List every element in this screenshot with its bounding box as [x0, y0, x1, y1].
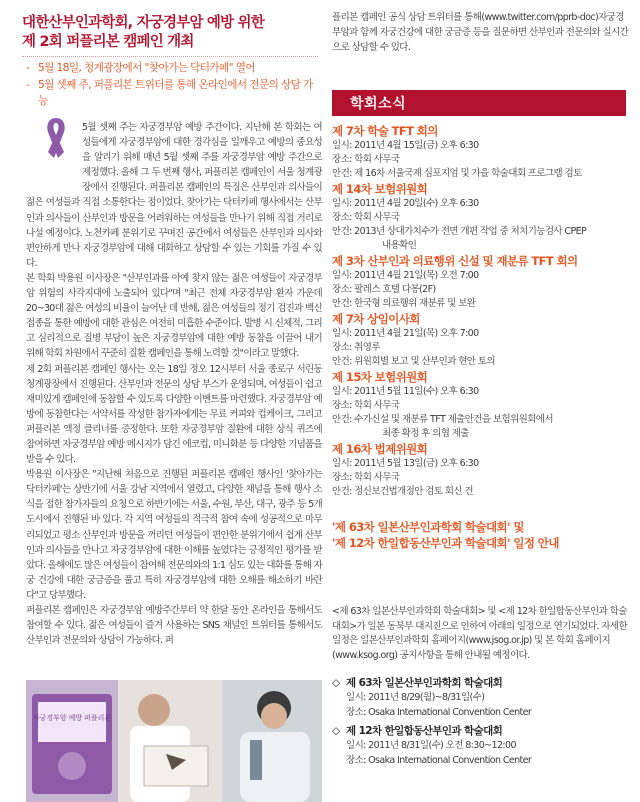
- event-title: 제 16차 법제위원회: [332, 442, 428, 456]
- event-agenda: 안건: 수가신설 및 재분류 TFT 제출안건을 보험위원회에서: [332, 414, 553, 425]
- headline-divider: [22, 56, 318, 57]
- event-place: 장소: 학회 사무국: [332, 400, 400, 411]
- event-date: 일시: 2011년 4월 21일(목) 오전 7:00: [332, 270, 479, 281]
- photo-sign-text: 자궁경부암 예방 퍼플리본: [32, 715, 112, 722]
- subheading-bullets: [26, 60, 322, 110]
- event-place: 장소: 팔레스 호텔 다봉(2F): [332, 284, 436, 295]
- event-agenda-continued: 내용확인: [382, 240, 417, 251]
- conference-title: 제 63차 일본산부인과학회 학술대회: [346, 677, 503, 689]
- event-list: [332, 123, 632, 551]
- conference-place: 장소: Osaka International Convention Center: [346, 706, 532, 718]
- bullet-item: - 5월 셋째 주, 퍼플리본 트위터를 통해 온라인에서 전문의 상담 가능: [26, 78, 313, 107]
- conference-date: 일시: 2011년 8/29(월)~8/31일(수): [346, 692, 485, 703]
- event-date: 일시: 2011년 4월 20일(수) 오후 6:30: [332, 198, 479, 209]
- event-agenda: 안건: 2013년 상대가치수가 전면 개편 작업 중 처치기능검사 CPEP: [332, 226, 587, 237]
- bullet-text: 5월 셋째 주, 퍼플리본 트위터를 통해 온라인에서 전문의 상담 가능: [38, 78, 313, 107]
- article-continuation: 플리본 캠페인 공식 상담 트위터를 통해(www.twitter.com/pprb-doc)자궁경부암과 함께 자궁건강에 대한 궁금증 등을 질문하면 산부인과 전문의와 실시간으로 상담할 수 있다.: [332, 12, 629, 53]
- event-agenda: 안건: 제 16차 서울국제 심포지엄 및 가을 학술대회 프로그램 검토: [332, 168, 582, 179]
- event-agenda: 안건: 위원회별 보고 및 산부인과 현안 토의: [332, 356, 495, 367]
- conference-place: 장소: Osaka International Convention Center: [346, 754, 532, 766]
- event-place: 장소: 학회 사무국: [332, 472, 400, 483]
- right-column: [332, 0, 640, 802]
- diamond-bullet-icon: ◇: [332, 677, 340, 689]
- event-date: 일시: 2011년 5월 11일(수) 오후 6:30: [332, 386, 479, 397]
- paragraph: 본 학회 박용원 이사장은 "산부인과를 아예 찾지 않는 젊은 여성들이 자궁경부암 위험의 사각지대에 노출되어 있다"며 "최근 전체 자궁경부암 환자 가운데 20~30대 젊은 여성의 비율이 늘어난 데 반해, 젊은 여성들의 정기 검진과 백신 접종을 통한 예방에 대한 관심은 여전히 미흡한 수준이다. 발병 시 신체적, 그리고 심리적으로 질병 부담이 높은 자궁경부암에 대한 예방 동참을 이끌어 내기 위해 학회 차원에서 꾸준히 질환 캠페인을 통해 노력할 것"이라고 말했다.: [26, 272, 322, 360]
- event-agenda-continued: 최종 확정 후 의협 제출: [382, 428, 469, 439]
- article-body: [26, 120, 322, 648]
- event-place: 장소: 학회 사무국: [332, 212, 400, 223]
- announcement-title-line-2: '제 12차 한일합동산부인과 학술대회' 일정 안내: [332, 536, 559, 550]
- event-item: [332, 441, 632, 499]
- bullet-text: 5월 18일, 청계광장에서 "찾아가는 닥터카페" 열어: [38, 62, 255, 74]
- campaign-photo-strip: [26, 680, 322, 802]
- event-title: 제 3차 산부인과 의료행위 신설 및 재분류 TFT 회의: [332, 254, 578, 268]
- paragraph: 5월 셋째 주는 자궁경부암 예방 주간이다. 지난해 본 학회는 여성들에게 자궁경부암에 대한 경각심을 일깨우고 예방의 중요성을 알리기 위해 매년 5월 셋째 주를 자궁경부암 예방 주간으로 제정했다. 올해 그 두 번째 행사, 퍼플리본 캠페인이 서울 청계광장에서 진행된다. 퍼플리본 캠페인의 특징은 산부인과 의사들이 젊은 여성들과 직접 소통한다는 점이었다. 찾아가는 닥터카페 행사에서는 산부인과 의사들이 산부인과 방문을 어려워하는 여성들을 만나기 위해 직접 거리로 나설 예정이다. 노천카페 분위기로 꾸며진 공간에서 여성들은 산부인과 의사와 편안하게 만나 자궁경부암에 대해 대화하고 상담할 수 있는 기회를 가질 수 있다.: [26, 122, 322, 269]
- article-headline: [22, 14, 322, 52]
- section-title: 학회소식: [350, 96, 407, 112]
- section-header-bar: [332, 90, 626, 116]
- event-item: [332, 311, 632, 369]
- event-agenda: 안건: 정신보건법개정안 검토 회신 건: [332, 486, 473, 497]
- event-date: 일시: 2011년 5월 13일(금) 오후 6:30: [332, 458, 479, 469]
- event-item: [332, 181, 632, 253]
- paragraph: 박용원 이사장은 "지난해 처음으로 진행된 퍼플리본 캠페인 행사인 '찾아가는 닥터카페'는 상반기에 서울 강남 지역에서 열렸고, 다양한 채널을 통해 행사 소식을 접한 참가자들의 요청으로 하반기에는 서울, 수원, 부산, 대구, 광주 등 5개 도시에서 진행된 바 있다. 각 지역 여성들의 적극적 참여 속에 성공적으로 마무리되었고 평소 산부인과 방문을 꺼리던 여성들이 편안한 분위기에서 쉽게 산부인과 의사들을 만나고 자궁경부암에 대한 이해를 높였다는 긍정적인 평가를 받았다. 올해에도 많은 여성들이 참여해 전문의와의 1:1 심도 있는 대화를 통해 자궁 건강에 대한 궁금증을 풀고 특히 자궁경부암에 대한 오해를 해소하기 바란다"고 당부했다.: [26, 469, 322, 601]
- conference-list: [332, 676, 632, 768]
- event-place: 장소: 취영루: [332, 342, 380, 353]
- event-title: 제 14차 보험위원회: [332, 182, 428, 196]
- event-item: [332, 123, 632, 181]
- diamond-bullet-icon: ◇: [332, 725, 340, 737]
- bullet-item: - 5월 18일, 청계광장에서 "찾아가는 닥터카페" 열어: [26, 62, 255, 74]
- headline-line-1: 대한산부인과학회, 자궁경부암 예방 위한: [22, 15, 264, 31]
- event-place: 장소: 학회 사무국: [332, 154, 400, 165]
- event-date: 일시: 2011년 4월 21일(목) 오후 7:00: [332, 328, 479, 339]
- paragraph: 퍼플리본 캠페인은 자궁경부암 예방주간부터 약 한달 동안 온라인을 통해서도 참여할 수 있다. 젊은 여성들이 즐겨 사용하는 SNS 채널인 트위터를 통해서도 산부인과 전문의와 상담이 가능하다. 퍼: [26, 605, 322, 647]
- conference-title: 제 12차 한일합동산부인과 학술대회: [346, 725, 503, 737]
- announcement-text: <제 63차 일본산부인과학회 학술대회> 및 <제 12차 한일합동산부인과 학술대회>가 일본 동북부 대지진으로 인하여 아래의 일정으로 연기되었다. 자세한 일정은 일본산부인과학회 홈페이지(www.jsog.or.jp) 및 본 학회 홈페이지(www.ksog.org) 공지사항을 통해 안내될 예정이다.: [332, 606, 628, 661]
- headline-line-2: 제 2회 퍼플리본 캠페인 개최: [22, 34, 194, 50]
- event-title: 제 7차 학술 TFT 회의: [332, 124, 438, 138]
- event-date: 일시: 2011년 4월 15일(금) 오후 6:30: [332, 140, 479, 151]
- announcement-title-line-1: '제 63차 일본산부인과학회 학술대회' 및: [332, 520, 524, 534]
- event-title: 제 15차 보험위원회: [332, 370, 428, 384]
- announcement-title: [332, 519, 632, 551]
- paragraph: 제 2회 퍼플리본 캠페인 행사는 오는 18일 정오 12시부터 서울 종로구 서린동 청계광장에서 진행된다. 산부인과 전문의 상담 부스가 운영되며, 여성들이 쉽고 재미있게 캠페인에 동참할 수 있도록 다양한 이벤트를 마련했다. 자궁경부암 예방에 동참한다는 서약서를 작성한 참가자에게는 무료 커피와 컵케이크, 그리고 퍼플리본 액정 클리너를 증정한다. 또한 자궁경부암 질환에 대한 상식 퀴즈에 참여하면 자궁경부암 예방 메시지가 담긴 에코컵, 미니화분 등 다양한 기념품을 받을 수 있다.: [26, 363, 322, 466]
- event-item: [332, 253, 632, 311]
- conference-item: [332, 724, 632, 768]
- event-agenda: 안건: 한국형 의료행위 재분류 및 보완: [332, 298, 476, 309]
- event-item: [332, 369, 632, 441]
- conference-item: [332, 676, 632, 720]
- conference-date: 일시: 2011년 8/31일(수) 오전 8:30~12:00: [346, 740, 516, 751]
- event-title: 제 7차 상임이사회: [332, 312, 420, 326]
